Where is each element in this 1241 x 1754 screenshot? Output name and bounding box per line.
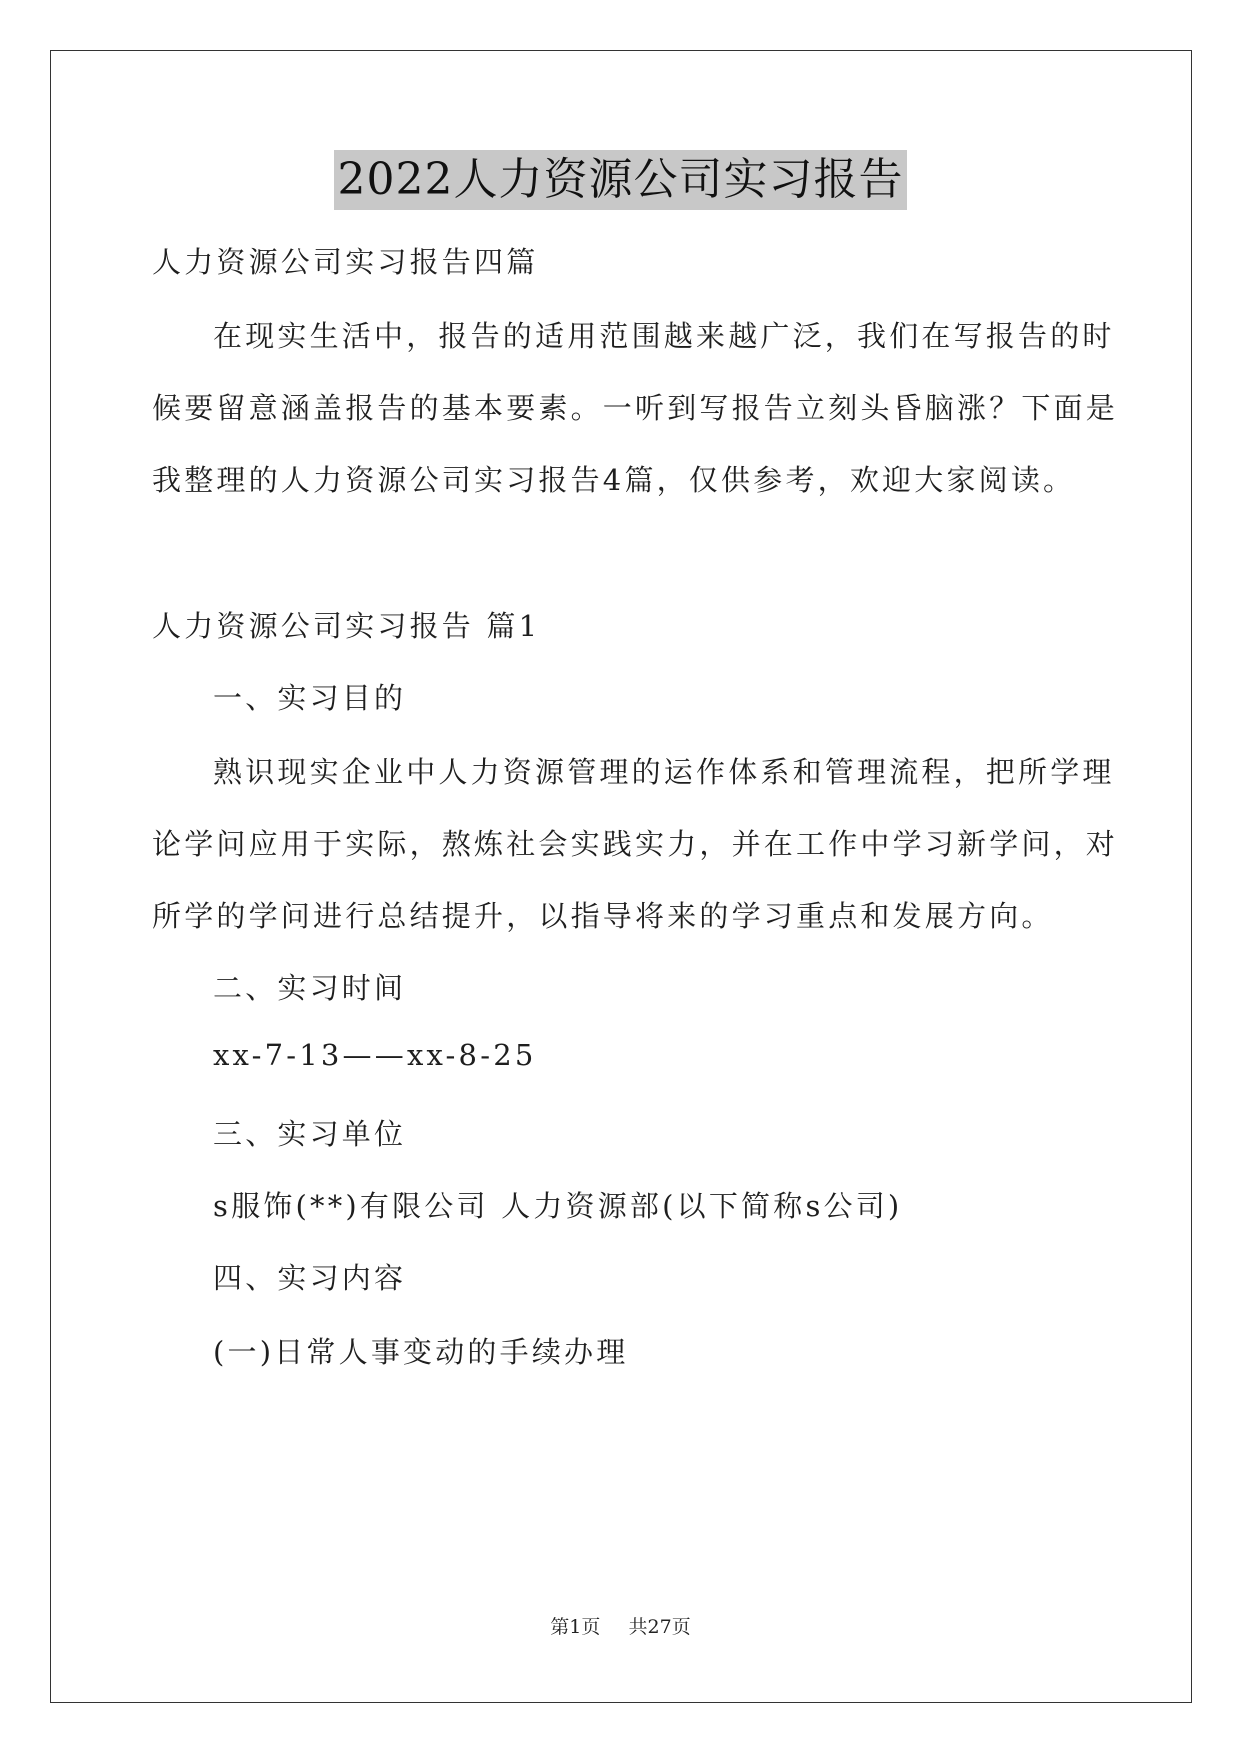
title-wrap — [0, 150, 1241, 210]
heading-purpose: 一、实习目的 — [213, 681, 407, 715]
company-name: s服饰(**)有限公司 人力资源部(以下简称s公司) — [213, 1189, 903, 1223]
page-total: 共27页 — [628, 1616, 691, 1638]
purpose-line-3: 所学的学问进行总结提升，以指导将来的学习重点和发展方向。 — [152, 899, 1054, 933]
purpose-line-2: 论学问应用于实际，熬炼社会实践实力，并在工作中学习新学问，对 — [152, 827, 1119, 861]
content-item-1: (一)日常人事变动的手续办理 — [213, 1335, 629, 1369]
purpose-line-1: 熟识现实企业中人力资源管理的运作体系和管理流程，把所学理 — [213, 755, 1115, 789]
page-border — [50, 50, 1192, 1703]
page-footer — [0, 1612, 1241, 1639]
heading-unit: 三、实习单位 — [213, 1117, 407, 1151]
intro-line-2: 候要留意涵盖报告的基本要素。一听到写报告立刻头昏脑涨？下面是 — [152, 391, 1119, 425]
document-title: 2022人力资源公司实习报告 — [334, 150, 908, 210]
heading-time: 二、实习时间 — [213, 971, 407, 1005]
intro-line-3: 我整理的人力资源公司实习报告4篇，仅供参考，欢迎大家阅读。 — [152, 463, 1076, 497]
internship-dates: xx-7-13——xx-8-25 — [213, 1038, 537, 1072]
page-number: 第1页 — [550, 1616, 601, 1638]
section-heading: 人力资源公司实习报告 篇1 — [152, 609, 541, 643]
heading-content: 四、实习内容 — [213, 1261, 407, 1295]
intro-line-1: 在现实生活中，报告的适用范围越来越广泛，我们在写报告的时 — [213, 319, 1115, 353]
subtitle-line: 人力资源公司实习报告四篇 — [152, 245, 539, 279]
